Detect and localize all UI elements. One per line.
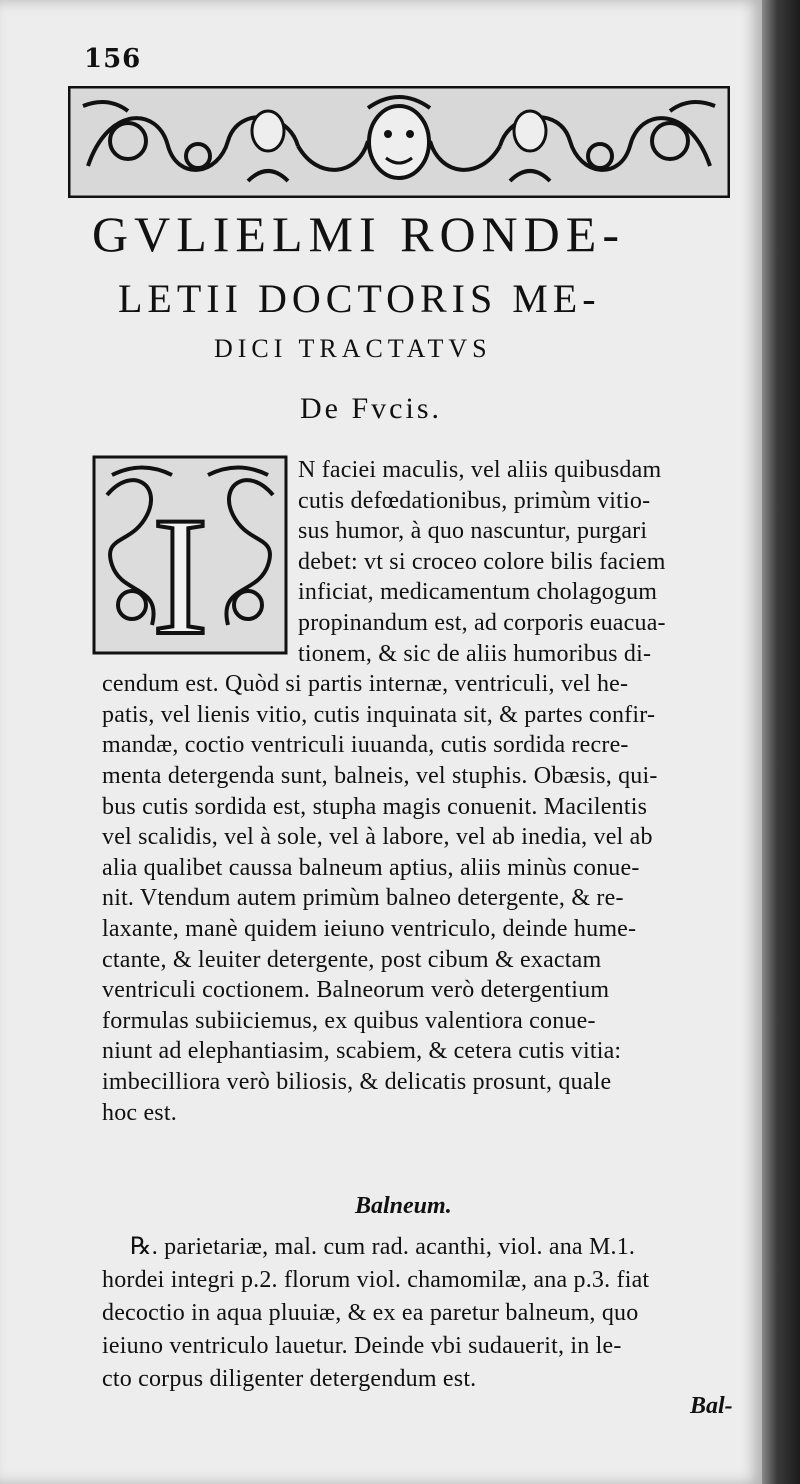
text-line: N faciei maculis, vel aliis quibusdam — [298, 457, 662, 483]
recipe-line: cto corpus diligenter detergendum est. — [102, 1366, 477, 1392]
text-line: patis, vel lienis vitio, cutis inquinata sit, & partes confir- — [102, 701, 656, 728]
text-line: bus cutis sordida est, stupha magis conuenit. Macilentis — [102, 793, 648, 820]
text-line: tionem, & sic de aliis humoribus di- — [298, 640, 652, 667]
text-line: debet: vt si croceo colore bilis faciem — [298, 548, 666, 575]
section-heading: Balneum. — [355, 1193, 452, 1219]
text-line: formulas subiiciemus, ex quibus valentiora conue- — [102, 1007, 596, 1034]
recipe-line: ieiuno ventriculo lauetur. Deinde vbi sudauerit, in le- — [102, 1333, 622, 1359]
page-number: 156 — [84, 44, 142, 74]
text-line: vel scalidis, vel à sole, vel à labore, vel ab inedia, vel ab — [102, 824, 653, 851]
text-line: alia qualibet caussa balneum aptius, aliis minùs conue- — [102, 854, 640, 881]
text-line: cendum est. Quòd si partis internæ, ventriculi, vel he- — [102, 671, 629, 698]
title-line-1: GVLIELMI RONDE- — [92, 206, 625, 262]
text-line: inficiat, medicamentum cholagogum — [298, 579, 658, 606]
text-line: hoc est. — [102, 1099, 177, 1126]
headpiece-ornament — [68, 86, 730, 198]
title-line-4: De Fvcis. — [300, 392, 442, 425]
decorated-initial — [92, 455, 288, 655]
text-line: imbecilliora verò biliosis, & delicatis prosunt, quale — [102, 1069, 612, 1095]
initial-letter: I — [152, 482, 209, 655]
title-line-2: LETII DOCTORIS ME- — [118, 276, 601, 321]
recipe-line: hordei integri p.2. florum viol. chamomilæ, ana p.3. fiat — [102, 1267, 650, 1293]
text-line: laxante, manè quidem ieiuno ventriculo, deinde hume- — [102, 916, 637, 942]
book-spine-shadow — [762, 0, 800, 1484]
text-line: mandæ, coctio ventriculi iuuanda, cutis sordida recre- — [102, 732, 629, 759]
text-line: cutis defœdationibus, primùm vitio- — [298, 487, 651, 514]
text-line: propinandum est, ad corporis euacua- — [298, 610, 666, 636]
recipe-line: decoctio in aqua pluuiæ, & ex ea paretur balneum, quo — [102, 1300, 639, 1326]
text-line: sus humor, à quo nascuntur, purgari — [298, 518, 648, 545]
catchword: Bal- — [690, 1393, 733, 1419]
text-line: ventriculi coctionem. Balneorum verò detergentium — [102, 977, 610, 1004]
recipe-line: ℞. parietariæ, mal. cum rad. acanthi, viol. ana M.1. — [130, 1234, 636, 1260]
text-line: nit. Vtendum autem primùm balneo detergente, & re- — [102, 885, 624, 912]
text-line: menta detergenda sunt, balneis, vel stuphis. Obæsis, qui- — [102, 763, 658, 789]
title-line-3: DICI TRACTATVS — [214, 334, 492, 363]
text-line: niunt ad elephantiasim, scabiem, & cetera cutis vitia: — [102, 1038, 622, 1065]
text-line: ctante, & leuiter detergente, post cibum & exactam — [102, 946, 602, 973]
